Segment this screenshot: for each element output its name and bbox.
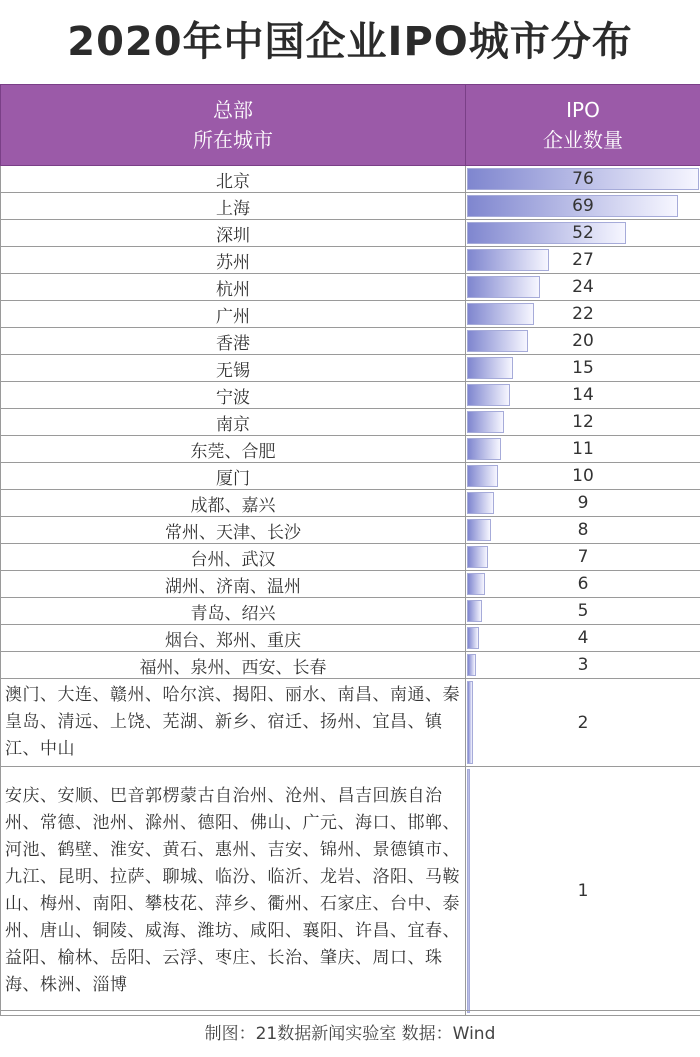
value-label: 4 <box>577 628 589 648</box>
value-label: 8 <box>577 520 589 540</box>
value-bar <box>467 276 540 298</box>
table-row <box>1 625 700 652</box>
value-label: 20 <box>572 331 594 351</box>
city-cell: 苏州 <box>1 247 466 274</box>
count-cell <box>466 517 700 544</box>
value-bar <box>467 769 470 1013</box>
city-cell: 东莞、合肥 <box>1 436 466 463</box>
table-body <box>1 166 700 1016</box>
table-row <box>1 436 700 463</box>
table-row <box>1 328 700 355</box>
city-cell: 常州、天津、长沙 <box>1 517 466 544</box>
table-row <box>1 409 700 436</box>
value-label: 6 <box>577 574 589 594</box>
table-row <box>1 247 700 274</box>
table-row <box>1 679 700 767</box>
table-row <box>1 355 700 382</box>
city-header-line2: 所在城市 <box>193 128 273 152</box>
count-cell <box>466 625 700 652</box>
value-bar <box>467 627 479 649</box>
table-row <box>1 166 700 193</box>
table-row <box>1 274 700 301</box>
count-cell <box>466 166 700 193</box>
count-cell <box>466 767 700 1016</box>
value-bar <box>467 303 534 325</box>
table-row <box>1 517 700 544</box>
value-label: 76 <box>572 169 594 189</box>
city-cell: 烟台、郑州、重庆 <box>1 625 466 652</box>
table-row <box>1 598 700 625</box>
value-label: 14 <box>572 385 594 405</box>
value-label: 2 <box>577 712 589 733</box>
value-bar <box>467 249 549 271</box>
city-cell: 福州、泉州、西安、长春 <box>1 652 466 679</box>
city-cell: 澳门、大连、赣州、哈尔滨、揭阳、丽水、南昌、南通、秦皇岛、清远、上饶、芜湖、新乡、宿迁、扬州、宜昌、镇江、中山 <box>1 679 466 767</box>
count-cell <box>466 490 700 517</box>
ipo-table <box>0 84 700 1016</box>
value-bar <box>467 681 473 764</box>
count-cell <box>466 436 700 463</box>
table-row <box>1 220 700 247</box>
value-bar <box>467 465 498 487</box>
value-label: 9 <box>577 493 589 513</box>
count-cell <box>466 571 700 598</box>
value-bar <box>467 411 504 433</box>
count-cell <box>466 652 700 679</box>
value-bar <box>467 654 476 676</box>
city-column-header <box>1 85 466 166</box>
table-row <box>1 571 700 598</box>
value-label: 12 <box>572 412 594 432</box>
page-title: 2020年中国企业IPO城市分布 <box>67 19 633 65</box>
count-cell <box>466 409 700 436</box>
value-bar <box>467 519 491 541</box>
count-column-header <box>466 85 700 166</box>
value-label: 27 <box>572 250 594 270</box>
city-cell: 厦门 <box>1 463 466 490</box>
footer-credit: 制图：21数据新闻实验室 数据：Wind <box>0 1010 700 1057</box>
value-label: 11 <box>572 439 594 459</box>
count-cell <box>466 247 700 274</box>
count-cell <box>466 193 700 220</box>
count-cell <box>466 328 700 355</box>
count-cell <box>466 679 700 767</box>
city-cell: 广州 <box>1 301 466 328</box>
value-bar <box>467 222 626 244</box>
value-bar <box>467 573 485 595</box>
value-label: 3 <box>577 655 589 675</box>
table-row <box>1 382 700 409</box>
value-label: 15 <box>572 358 594 378</box>
count-header-line2: 企业数量 <box>543 128 623 152</box>
count-cell <box>466 274 700 301</box>
value-bar <box>467 438 501 460</box>
city-cell: 深圳 <box>1 220 466 247</box>
count-cell <box>466 220 700 247</box>
count-cell <box>466 355 700 382</box>
table-row <box>1 463 700 490</box>
city-cell: 湖州、济南、温州 <box>1 571 466 598</box>
city-cell: 南京 <box>1 409 466 436</box>
value-label: 52 <box>572 223 594 243</box>
value-label: 10 <box>572 466 594 486</box>
city-cell: 香港 <box>1 328 466 355</box>
city-cell: 上海 <box>1 193 466 220</box>
value-bar <box>467 600 482 622</box>
value-bar <box>467 492 494 514</box>
city-cell: 无锡 <box>1 355 466 382</box>
value-bar <box>467 330 528 352</box>
city-cell: 安庆、安顺、巴音郭楞蒙古自治州、沧州、昌吉回族自治州、常德、池州、滁州、德阳、佛山、广元、海口、邯郸、河池、鹤壁、淮安、黄石、惠州、吉安、锦州、景德镇市、九江、昆明、拉萨、聊城、临汾、临沂、龙岩、洛阳、马鞍山、梅州、南阳、攀枝花、萍乡、衢州、石家庄、台中、泰州、唐山、铜陵、威海、潍坊、咸阳、襄阳、许昌、宜春、益阳、榆林、岳阳、云浮、枣庄、长治、肇庆、周口、珠海、株洲、淄博 <box>1 767 466 1016</box>
city-header-line1: 总部 <box>213 98 253 122</box>
city-cell: 台州、武汉 <box>1 544 466 571</box>
value-label: 69 <box>572 196 594 216</box>
city-cell: 青岛、绍兴 <box>1 598 466 625</box>
value-label: 5 <box>577 601 589 621</box>
table-row <box>1 652 700 679</box>
count-cell <box>466 598 700 625</box>
value-label: 7 <box>577 547 589 567</box>
city-cell: 宁波 <box>1 382 466 409</box>
city-cell: 成都、嘉兴 <box>1 490 466 517</box>
value-bar <box>467 357 513 379</box>
table-row <box>1 301 700 328</box>
value-bar <box>467 384 510 406</box>
value-bar <box>467 546 488 568</box>
count-cell <box>466 382 700 409</box>
table-row <box>1 193 700 220</box>
city-cell: 杭州 <box>1 274 466 301</box>
value-label: 24 <box>572 277 594 297</box>
value-label: 22 <box>572 304 594 324</box>
table-row <box>1 490 700 517</box>
table-row <box>1 544 700 571</box>
count-cell <box>466 544 700 571</box>
table-header-row <box>1 85 700 166</box>
count-cell <box>466 463 700 490</box>
count-cell <box>466 301 700 328</box>
table-row <box>1 767 700 1016</box>
city-cell: 北京 <box>1 166 466 193</box>
value-label: 1 <box>577 881 589 901</box>
count-header-line1: IPO <box>566 98 600 122</box>
